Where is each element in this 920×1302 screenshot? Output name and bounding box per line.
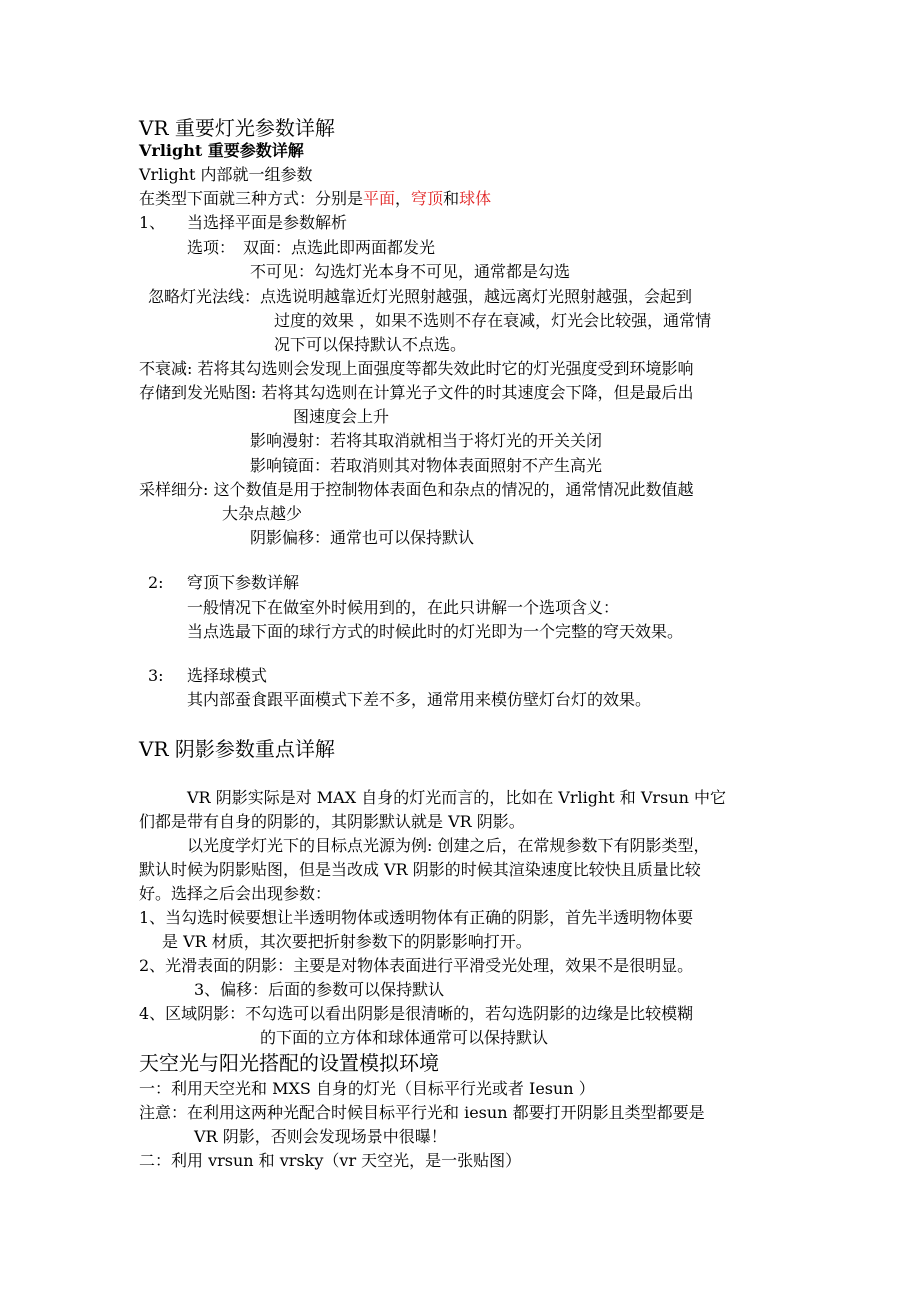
shadow-item3: 3、偏移：后面的参数可以保持默认 xyxy=(194,980,445,999)
shadow-item4-line2: 的下面的立方体和球体通常可以保持默认 xyxy=(260,1028,549,1047)
and-word: 和 xyxy=(443,189,460,208)
intro-line: Vrlight 内部就一组参数 xyxy=(139,165,313,184)
subtitle-vrlight: Vrlight 重要参数详解 xyxy=(139,141,304,160)
item3-number: 3: xyxy=(148,666,164,685)
skysun-note-line2: VR 阴影，否则会发现场景中很曝！ xyxy=(194,1127,447,1146)
item3-title: 选择球模式 xyxy=(187,666,268,685)
shadow-item1-line1: 1、当勾选时候要想让半透明物体或透明物体有正确的阴影，首先半透明物体要 xyxy=(139,908,694,927)
option-shadow-bias: 阴影偏移：通常也可以保持默认 xyxy=(250,528,475,547)
shadow-para2-line2: 默认时候为阴影贴图，但是当改成 VR 阴影的时候其渲染速度比较快且质量比较 xyxy=(139,860,701,879)
shadow-para1-line1: VR 阴影实际是对 MAX 自身的灯光而言的，比如在 Vrlight 和 Vrsun 中它 xyxy=(187,788,726,807)
option-invisible: 不可见：勾选灯光本身不可见，通常都是勾选 xyxy=(250,262,571,281)
option-subdivs-2: 大杂点越少 xyxy=(222,504,303,523)
option-affect-specular: 影响镜面：若取消则其对物体表面照射不产生高光 xyxy=(250,456,603,475)
option-double-sided: 选项： 双面：点选此即两面都发光 xyxy=(187,238,436,257)
shadow-item4-line1: 4、区域阴影：不勾选可以看出阴影是很清晰的，若勾选阴影的边缘是比较模糊 xyxy=(139,1004,694,1023)
shadow-item2: 2、光滑表面的阴影：主要是对物体表面进行平滑受光处理，效果不是很明显。 xyxy=(139,956,694,975)
shadow-para2-line1: 以光度学灯光下的目标点光源为例: 创建之后，在常规参数下有阴影类型， xyxy=(187,836,710,855)
type-sphere: 球体 xyxy=(459,189,492,208)
item2-line-1: 一般情况下在做室外时候用到的，在此只讲解一个选项含义： xyxy=(187,598,620,617)
section-title-vr-light: VR 重要灯光参数详解 xyxy=(139,116,335,140)
types-line xyxy=(139,188,491,210)
item2-number: 2: xyxy=(148,573,164,592)
shadow-item1-line2: 是 VR 材质，其次要把折射参数下的阴影影响打开。 xyxy=(162,932,532,951)
option-affect-diffuse: 影响漫射：若将其取消就相当于将灯光的开关关闭 xyxy=(250,431,603,450)
option-ignore-normals-3: 况下可以保持默认不点选。 xyxy=(274,335,467,354)
skysun-line1: 一：利用天空光和 MXS 自身的灯光（目标平行光或者 Iesun ） xyxy=(139,1079,595,1098)
shadow-para2-line3: 好。选择之后会出现参数： xyxy=(139,884,332,903)
item2-title: 穹顶下参数详解 xyxy=(187,573,300,592)
option-ignore-normals-2: 过度的效果 ，如果不选则不存在衰减，灯光会比较强，通常情 xyxy=(274,311,712,330)
item3-line-1: 其内部蚕食跟平面模式下差不多，通常用来模仿壁灯台灯的效果。 xyxy=(187,690,652,709)
types-prefix: 在类型下面就三种方式：分别是 xyxy=(139,189,364,208)
option-no-decay: 不衰减: 若将其勾选则会发现上面强度等都失效此时它的灯光强度受到环境影响 xyxy=(139,359,694,378)
skysun-line2: 二：利用 vrsun 和 vrsky（vr 天空光，是一张贴图） xyxy=(139,1151,522,1170)
skysun-note-line1: 注意：在利用这两种光配合时候目标平行光和 iesun 都要打开阴影且类型都要是 xyxy=(139,1103,705,1122)
type-dome: 穹顶 xyxy=(411,189,444,208)
shadow-para1-line2: 们都是带有自身的阴影的，其阴影默认就是 VR 阴影。 xyxy=(139,812,525,831)
item1-number: 1、 xyxy=(139,213,166,232)
option-subdivs-1: 采样细分: 这个数值是用于控制物体表面色和杂点的情况的，通常情况此数值越 xyxy=(139,480,694,499)
section-title-sky-sun: 天空光与阳光搭配的设置模拟环境 xyxy=(139,1051,439,1075)
type-plane: 平面 xyxy=(363,189,396,208)
comma: ， xyxy=(395,189,412,208)
item2-line-2: 当点选最下面的球行方式的时候此时的灯光即为一个完整的穹天效果。 xyxy=(187,622,684,641)
option-store-irradiance-2: 图速度会上升 xyxy=(293,407,390,426)
section-title-vr-shadow: VR 阴影参数重点详解 xyxy=(139,737,335,761)
item1-title: 当选择平面是参数解析 xyxy=(187,213,348,232)
option-store-irradiance-1: 存储到发光贴图: 若将其勾选则在计算光子文件的时其速度会下降，但是最后出 xyxy=(139,383,694,402)
option-ignore-normals-1: 忽略灯光法线：点选说明越靠近灯光照射越强，越远离灯光照射越强，会起到 xyxy=(148,287,693,306)
